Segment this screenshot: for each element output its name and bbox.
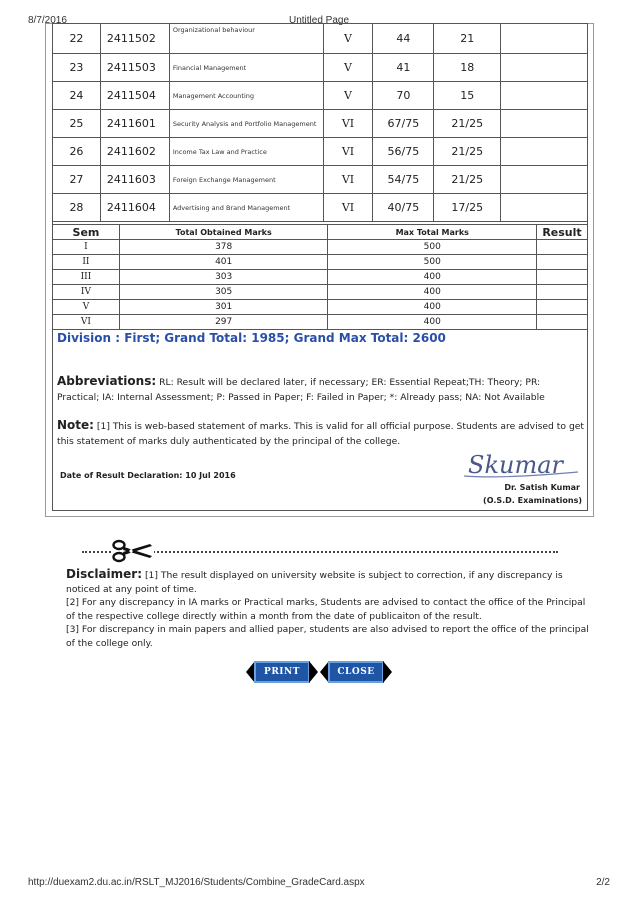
paper-name: Management Accounting (169, 82, 323, 110)
summary-obtained: 303 (119, 270, 328, 285)
summary-obtained: 378 (119, 240, 328, 255)
paper-semester: V (323, 24, 373, 54)
paper-sno: 23 (53, 54, 101, 82)
note-label: Note: (57, 418, 94, 432)
summary-sem: III (53, 270, 120, 285)
paper-row (53, 110, 588, 138)
disclaimer-line-3: [3] For discrepancy in main papers and allied paper, students are also advised to report the office of the principal of the college only. (66, 624, 589, 649)
paper-sno: 27 (53, 166, 101, 194)
print-title: Untitled Page (288, 15, 350, 26)
paper-name: Foreign Exchange Management (169, 166, 323, 194)
footer-page-number: 2/2 (596, 877, 610, 888)
paper-code: 2411502 (100, 24, 169, 54)
papers-table (52, 23, 588, 222)
print-date: 8/7/2016 (28, 15, 67, 26)
print-button-label: PRINT (254, 661, 310, 683)
abbreviations-block (57, 374, 585, 405)
scissors-icon (112, 539, 154, 563)
paper-name: Income Tax Law and Practice (169, 138, 323, 166)
summary-row (53, 300, 588, 315)
paper-result (501, 138, 588, 166)
paper-ia-marks: 18 (434, 54, 501, 82)
paper-row (53, 82, 588, 110)
paper-row (53, 166, 588, 194)
paper-sno: 24 (53, 82, 101, 110)
summary-obtained: 297 (119, 315, 328, 330)
summary-sem: V (53, 300, 120, 315)
paper-total-marks: 54/75 (373, 166, 434, 194)
col-header-obtained: Total Obtained Marks (119, 225, 328, 240)
paper-row (53, 138, 588, 166)
summary-result (537, 270, 588, 285)
disclaimer-block (66, 568, 590, 650)
summary-obtained: 305 (119, 285, 328, 300)
paper-result (501, 82, 588, 110)
abbreviations-text: RL: Result will be declared later, if necessary; ER: Essential Repeat;TH: Theory; PR: Practical; IA: Internal Assessment; P: Passed in Paper; F: Failed in Paper; *: Already pass; NA: Not Available (57, 377, 545, 403)
authority-name: Dr. Satish Kumar (504, 483, 580, 492)
summary-row (53, 270, 588, 285)
summary-row (53, 315, 588, 330)
close-button[interactable] (320, 661, 392, 683)
summary-max: 400 (328, 315, 537, 330)
paper-code: 2411604 (100, 194, 169, 222)
paper-sno: 26 (53, 138, 101, 166)
summary-sem: VI (53, 315, 120, 330)
paper-name: Advertising and Brand Management (169, 194, 323, 222)
paper-result (501, 166, 588, 194)
print-button[interactable] (246, 661, 318, 683)
paper-semester: V (323, 54, 373, 82)
summary-obtained: 301 (119, 300, 328, 315)
paper-code: 2411602 (100, 138, 169, 166)
disclaimer-line-1: [1] The result displayed on university website is subject to correction, if any discrepancy is noticed at any point of time. (66, 570, 563, 595)
summary-sem: IV (53, 285, 120, 300)
footer-url: http://duexam2.du.ac.in/RSLT_MJ2016/Students/Combine_GradeCard.aspx (28, 877, 365, 888)
close-button-right-cap (383, 661, 392, 683)
paper-code: 2411503 (100, 54, 169, 82)
col-header-result: Result (537, 225, 588, 240)
paper-ia-marks: 21 (434, 24, 501, 54)
summary-result (537, 285, 588, 300)
paper-total-marks: 67/75 (373, 110, 434, 138)
paper-semester: V (323, 82, 373, 110)
col-header-max: Max Total Marks (328, 225, 537, 240)
authority-designation: (O.S.D. Examinations) (483, 496, 582, 505)
paper-result (501, 54, 588, 82)
paper-code: 2411504 (100, 82, 169, 110)
paper-total-marks: 44 (373, 24, 434, 54)
summary-max: 400 (328, 285, 537, 300)
paper-total-marks: 41 (373, 54, 434, 82)
paper-row (53, 54, 588, 82)
paper-ia-marks: 21/25 (434, 110, 501, 138)
summary-result (537, 240, 588, 255)
summary-max: 400 (328, 270, 537, 285)
paper-semester: VI (323, 166, 373, 194)
paper-sno: 28 (53, 194, 101, 222)
paper-result (501, 194, 588, 222)
note-text: [1] This is web-based statement of marks. This is valid for all official purpose. Students are advised to get this statement of marks duly authenticated by the principal of the college. (57, 421, 585, 447)
paper-result (501, 110, 588, 138)
division-summary: Division : First; Grand Total: 1985; Grand Max Total: 2600 (57, 331, 446, 345)
summary-max: 500 (328, 255, 537, 270)
paper-ia-marks: 15 (434, 82, 501, 110)
summary-max: 500 (328, 240, 537, 255)
summary-result (537, 255, 588, 270)
paper-code: 2411603 (100, 166, 169, 194)
disclaimer-line-2: [2] For any discrepancy in IA marks or Practical marks, Students are advised to contact the office of the Principal of the respective college directly within a month from the date of publicaiton of the result. (66, 597, 586, 622)
paper-ia-marks: 21/25 (434, 138, 501, 166)
print-button-right-cap (309, 661, 318, 683)
paper-row (53, 24, 588, 54)
paper-name: Security Analysis and Portfolio Management (169, 110, 323, 138)
summary-result (537, 315, 588, 330)
paper-code: 2411601 (100, 110, 169, 138)
note-block (57, 418, 585, 449)
summary-row (53, 285, 588, 300)
abbreviations-label: Abbreviations: (57, 374, 157, 388)
summary-sem: I (53, 240, 120, 255)
summary-row (53, 255, 588, 270)
paper-row (53, 194, 588, 222)
col-header-sem: Sem (53, 225, 120, 240)
summary-max: 400 (328, 300, 537, 315)
summary-sem: II (53, 255, 120, 270)
result-declaration-date: Date of Result Declaration: 10 Jul 2016 (60, 471, 236, 480)
summary-row (53, 240, 588, 255)
summary-obtained: 401 (119, 255, 328, 270)
paper-semester: VI (323, 110, 373, 138)
paper-total-marks: 56/75 (373, 138, 434, 166)
signature-text: Skumar (468, 451, 563, 479)
paper-ia-marks: 21/25 (434, 166, 501, 194)
paper-sno: 22 (53, 24, 101, 54)
paper-name: Financial Management (169, 54, 323, 82)
paper-ia-marks: 17/25 (434, 194, 501, 222)
signature-image (460, 448, 584, 482)
paper-total-marks: 40/75 (373, 194, 434, 222)
summary-result (537, 300, 588, 315)
close-button-label: CLOSE (328, 661, 384, 683)
paper-total-marks: 70 (373, 82, 434, 110)
paper-result (501, 24, 588, 54)
paper-semester: VI (323, 194, 373, 222)
disclaimer-label: Disclaimer: (66, 567, 143, 581)
semester-summary-table (52, 224, 588, 330)
paper-sno: 25 (53, 110, 101, 138)
paper-name: Organizational behaviour (169, 24, 323, 54)
paper-semester: VI (323, 138, 373, 166)
